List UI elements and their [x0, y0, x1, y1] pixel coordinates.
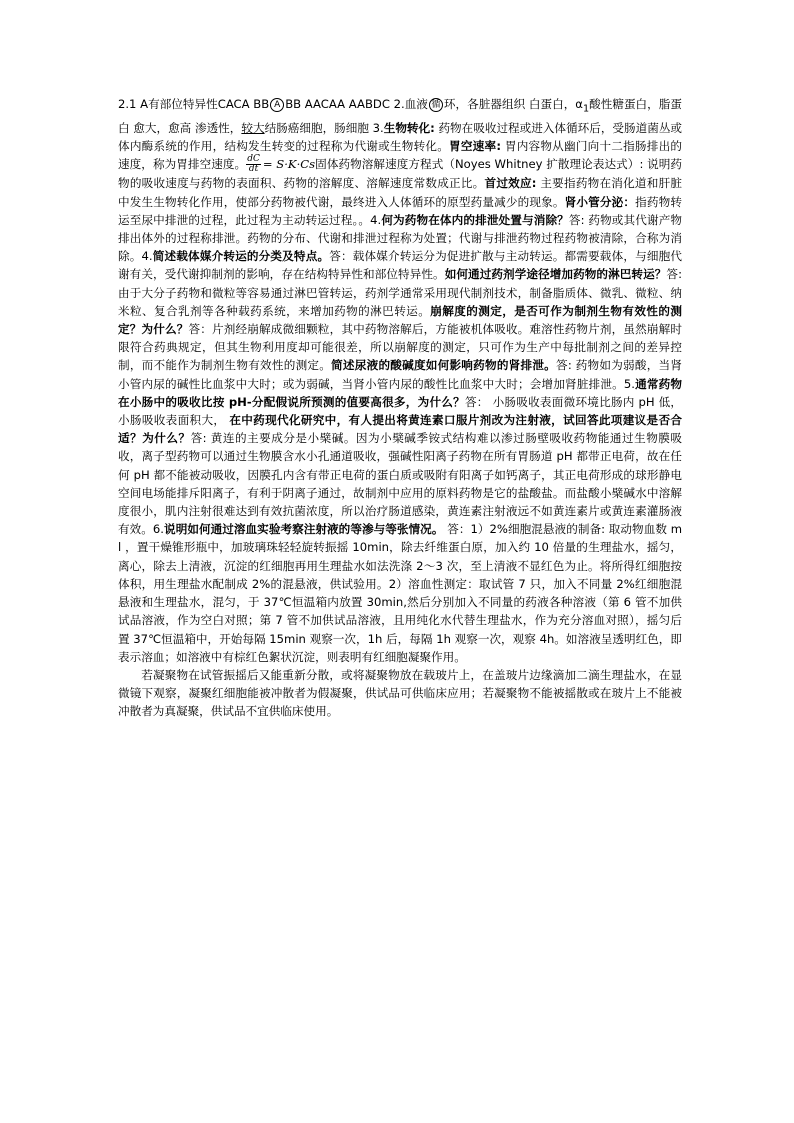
term-tubular-secretion: 肾小管分泌： — [564, 194, 636, 209]
question-urine-ph: 简述尿液的酸碱度如何影响药物的肾排泄。 — [331, 358, 557, 373]
document-body — [118, 95, 682, 721]
circled-mark-1: A — [270, 98, 284, 112]
agglutination-paragraph: 若凝聚物在试管振摇后又能重新分散，或将凝聚物放在载玻片上，在盖玻片边缘滴加二滴生理盐水，在显微镜下观察，凝聚红细胞能被冲散者为假凝聚，供试品可供临床应用；若凝聚物不能被摇散或在玻片上不能被冲散者为真凝聚，供试品不宜供临床使用。 — [118, 667, 682, 719]
answer-carrier-transport: 答：载体媒介转运分为促进扩散与主动转运。都需要载体，与细胞代谢有关，受代谢抑制剂的影响，存在结构特异性和部位特异性。 — [118, 249, 682, 282]
question-lymphatic-transport: 如何通过药剂学途径增加药物的淋巴转运？ — [444, 267, 667, 282]
formula-rhs: = S·K·Cs — [262, 156, 316, 171]
question-disintegration: 崩解度的测定，是否可作为制剂生物有效性的测定？为什么？ — [118, 303, 682, 337]
answer-key: 2.1 A有部位特异性CACA BB — [118, 97, 270, 111]
answer-hemolysis-test: 答：1）2%细胞混悬液的制备: 取动物血数 ml ，置干燥锥形瓶中，加玻璃珠轻轻旋转振摇 10min，除去纤维蛋白原，加入约 10 倍量的生理盐水，摇匀，离心，除去上清液，沉淀的红细胞再用生理盐水如法洗涤 2～3 次，至上清液不显红色为止。将所得红细胞按体积，用生理盐水配制成 2%的混悬液，供试验用。2）溶血性测定：取试管 7 只，加入不同量 2%红细胞混悬液和生理盐水，混匀，于 37℃恒温箱内放置 30min,然后分别加入不同量的药液各种溶液（第 6 管不加供试品溶液，作为空白对照；第 7 管不加供试品溶液，且用纯化水代替生理盐水，作为充分溶血对照），摇匀后置 37℃恒温箱中，开始每隔 15min 观察一次，1h 后，每隔 1h 观察一次，观察 4h。如溶液呈透明红色，即表示溶血；如溶液中有棕红色絮状沉淀，则表明有红细胞凝聚作用。 — [118, 522, 683, 664]
answer-excretion: 答: 药物或其代谢产物排出体外的过程称排泄。药物的分布、代谢和排泄过程称为处置；代谢与排泄药物过程药物被清除，合称为消除。4. — [118, 212, 683, 264]
answer-berberine: 答: 黄连的主要成分是小檗碱。因为小檗碱季铵式结构难以渗过肠壁吸收药物能通过生物膜吸收，离子型药物可以通过生物膜含水小孔通道吸收，强碱性阳离子药物在所有胃肠道 pH 都带正电荷，故在任何 pH 都不能被动吸收，因膜孔内含有带正电荷的蛋白质或吸附有阳离子如钙离子，其正电荷形成的球形静电空间电场能排斥阳离子，有利于阴离子通过，故制剂中应用的原料药物是它的盐酸盐。而盐酸小檗碱水中溶解度很小，肌内注射很难达到有效抗菌浓度，所以治疗肠道感染，黄连素注射液远不如黄连素片或黄连素灌肠液有效。6. — [118, 431, 682, 537]
formula-fraction — [246, 155, 261, 174]
question-carrier-transport: 简述载体媒介转运的分类及特点。 — [152, 249, 330, 264]
underlined-text: 较大 — [241, 120, 265, 135]
circled-mark-2: 循 — [429, 98, 443, 112]
term-biotransformation: 生物转化: — [383, 120, 435, 135]
after-underline: 结肠癌细胞，肠细胞 3. — [264, 120, 384, 135]
question-berberine: 在中药现代化研究中，有人提出将黄连素口服片剂改为注射液，试回答此项建议是否合适？为什么？ — [118, 413, 682, 446]
noyes-whitney-explanation: 固体药物溶解速度方程式（Noyes Whitney 扩散理论表达式）: 说明药物的吸收速度与药物的表面积、药物的溶解度、溶解速度常数成正比。 — [118, 156, 682, 191]
alpha-subscript: 1 — [582, 103, 590, 115]
formula-denominator: dt — [248, 164, 259, 175]
first-pass-definition: 主要指药物在消化道和肝脏中发生生物转化作用，使部分药物被代谢，最终进入人体循环的原型药量减少的现象。 — [118, 176, 682, 209]
answer-lymphatic-transport: 答: 由于大分子药物和微粒等容易通过淋巴管转运，药剂学通常采用现代制剂技术，制备脂质体、微乳、微粒、纳米粒、复合乳剂等各种载药系统，来增加药物的淋巴转运。 — [118, 267, 682, 318]
term-first-pass-effect: 首过效应: — [484, 176, 537, 191]
gastric-emptying-definition: 胃内容物从幽门向十二指肠排出的速度，称为胃排空速度。 — [118, 138, 682, 171]
biotransformation-definition: 药物在吸收过程或进入体循环后，受肠道菌丛或体内酶系统的作用，结构发生转变的过程称为代谢或生物转化。 — [118, 120, 683, 153]
answer-key-tail: 环，各脏器组织 白蛋白，α — [443, 97, 583, 111]
question-small-intestine: 通常药物在小肠中的吸收比按 pH-分配假说所预测的值要高很多，为什么？ — [118, 376, 682, 409]
tubular-secretion-definition: 指药物转运至尿中排泄的过程，此过程为主动转运过程。。4. — [118, 194, 682, 227]
question-excretion: 何为药物在体内的排泄处置与消除？ — [381, 212, 569, 227]
main-paragraph — [118, 95, 682, 666]
after-alpha: 酸性糖蛋白，脂蛋白 愈大，愈高 渗透性， — [118, 97, 682, 135]
answer-disintegration: 答：片剂经崩解成微细颗粒，其中药物溶解后，方能被机体吸收。难溶性药物片剂，虽然崩解时限符合药典规定，但其生物利用度却可能很差，所以崩解度的测定，只可作为生产中每批制剂之间的差异控制，而不能作为制剂生物有效性的测定。 — [118, 322, 682, 373]
answer-small-intestine: 答： 小肠吸收表面微环境比肠内 pH 低， 小肠吸收表面积大， — [118, 394, 682, 428]
formula-numerator: dC — [247, 154, 260, 165]
noyes-whitney-formula — [246, 154, 316, 175]
term-gastric-emptying: 胃空速率: — [449, 138, 501, 153]
answer-urine-ph: 答: 药物如为弱酸，当肾小管内尿的碱性比血浆中大时；或为弱碱，当肾小管内尿的酸性比血浆中大时；会增加肾脏排泄。5. — [118, 358, 682, 391]
question-hemolysis-test: 说明如何通过溶血实验考察注射液的等渗与等张情况。 — [164, 522, 444, 537]
answer-key-mid: BB AACAA AABDC 2.血液 — [285, 97, 428, 111]
